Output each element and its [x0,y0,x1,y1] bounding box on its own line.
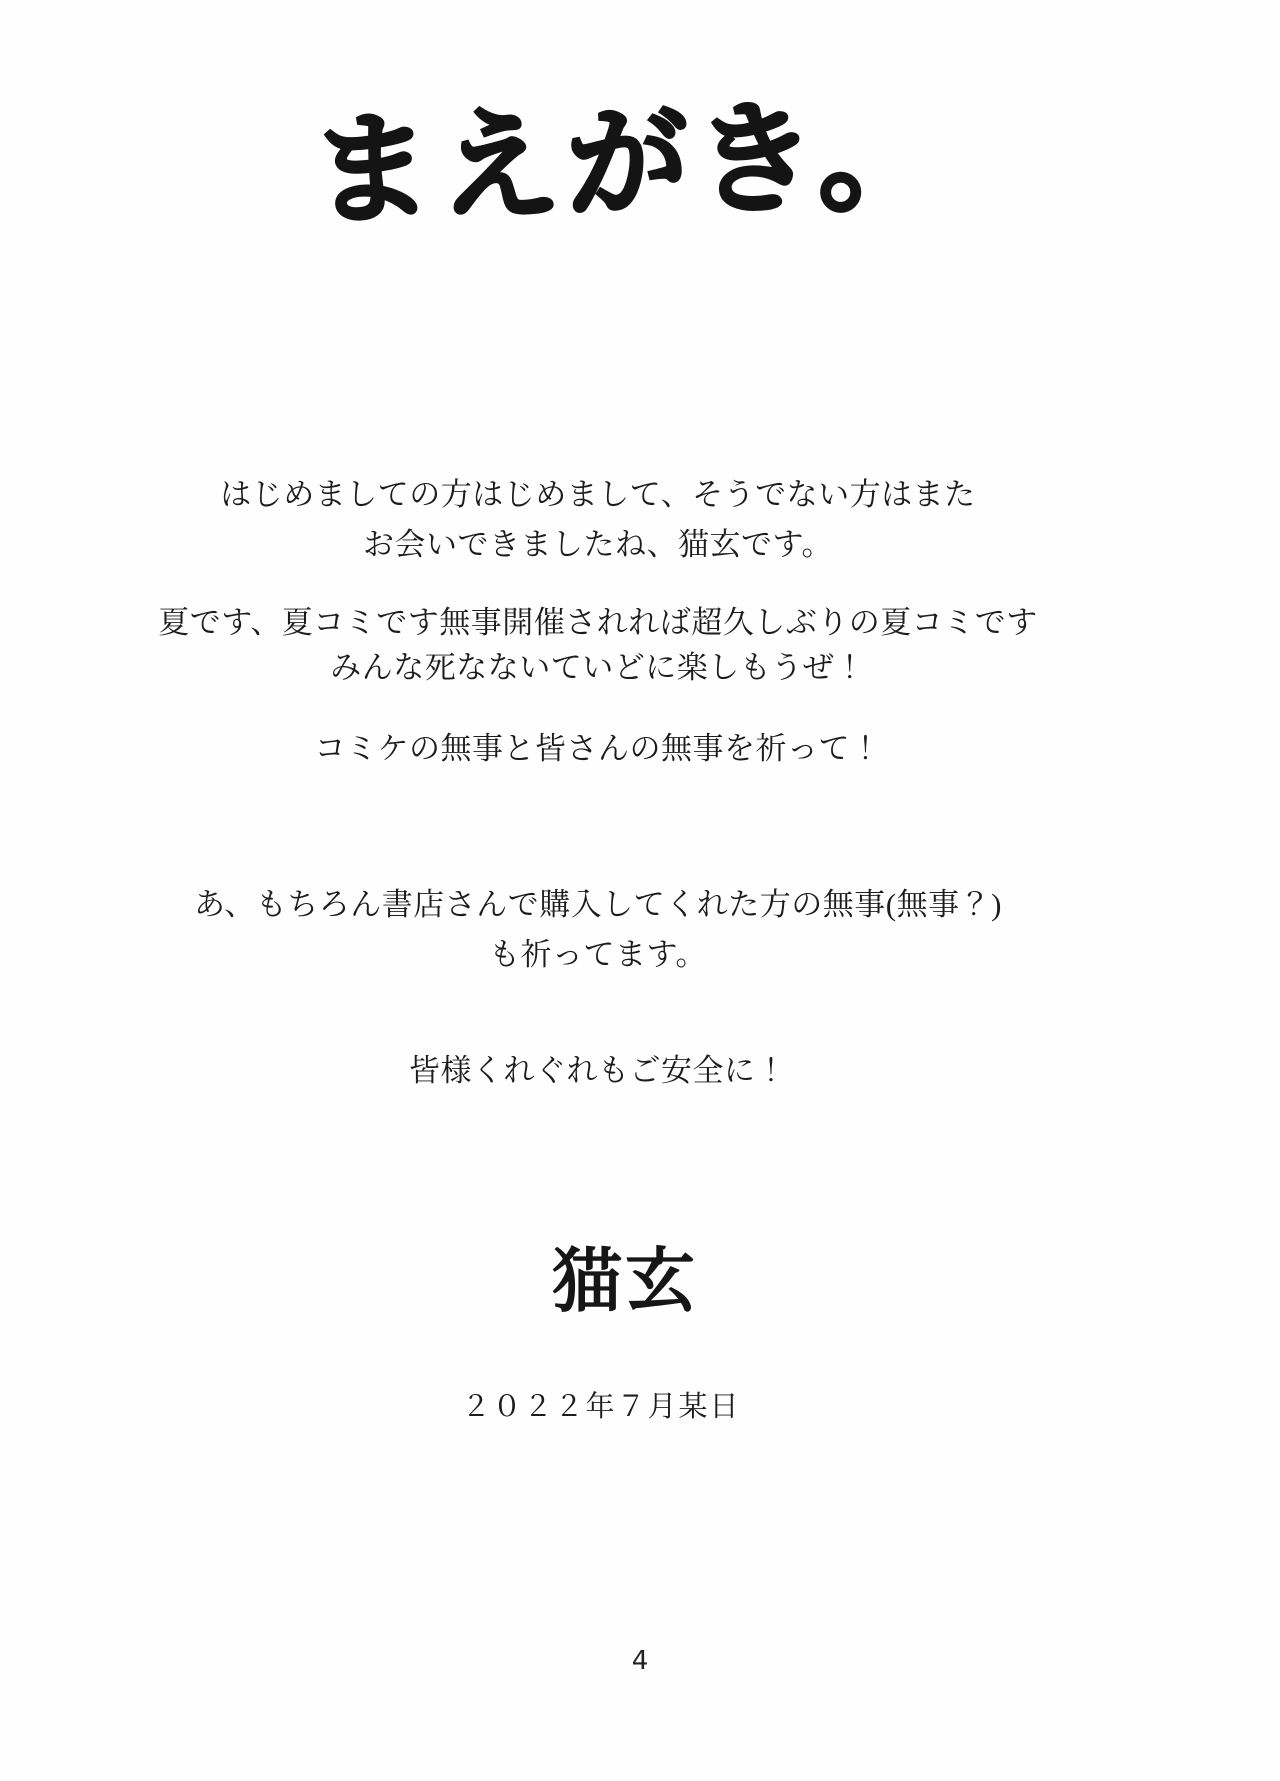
greeting-paragraph [0,470,1238,570]
text-line: も祈ってます。 [488,937,708,972]
bookstore-buyers-paragraph [0,880,1238,980]
text-line: みんな死なないていどに楽しもうぜ！ [330,650,866,685]
preface-title: まえがき。 [308,83,948,243]
stay-safe-line [0,1048,1238,1093]
wish-safety-line [0,726,1238,771]
text-line: 夏です、夏コミです無事開催されれば超久しぶりの夏コミです [158,605,1038,640]
text-line: 皆様くれぐれもご安全に！ [409,1053,787,1088]
author-signature: 猫玄 [552,1244,698,1321]
date-line: ２０２２年７月某日 [461,1389,741,1423]
text-line: お会いできましたね、猫玄です。 [362,527,834,562]
summer-comiket-paragraph [0,600,1238,690]
text-line: コミケの無事と皆さんの無事を祈って！ [314,731,882,766]
page-number: 4 [631,1646,649,1676]
text-line: あ、もちろん書店さんで購入してくれた方の無事(無事？) [194,887,1002,922]
text-line: はじめましての方はじめまして、そうでない方はまた [220,477,976,512]
